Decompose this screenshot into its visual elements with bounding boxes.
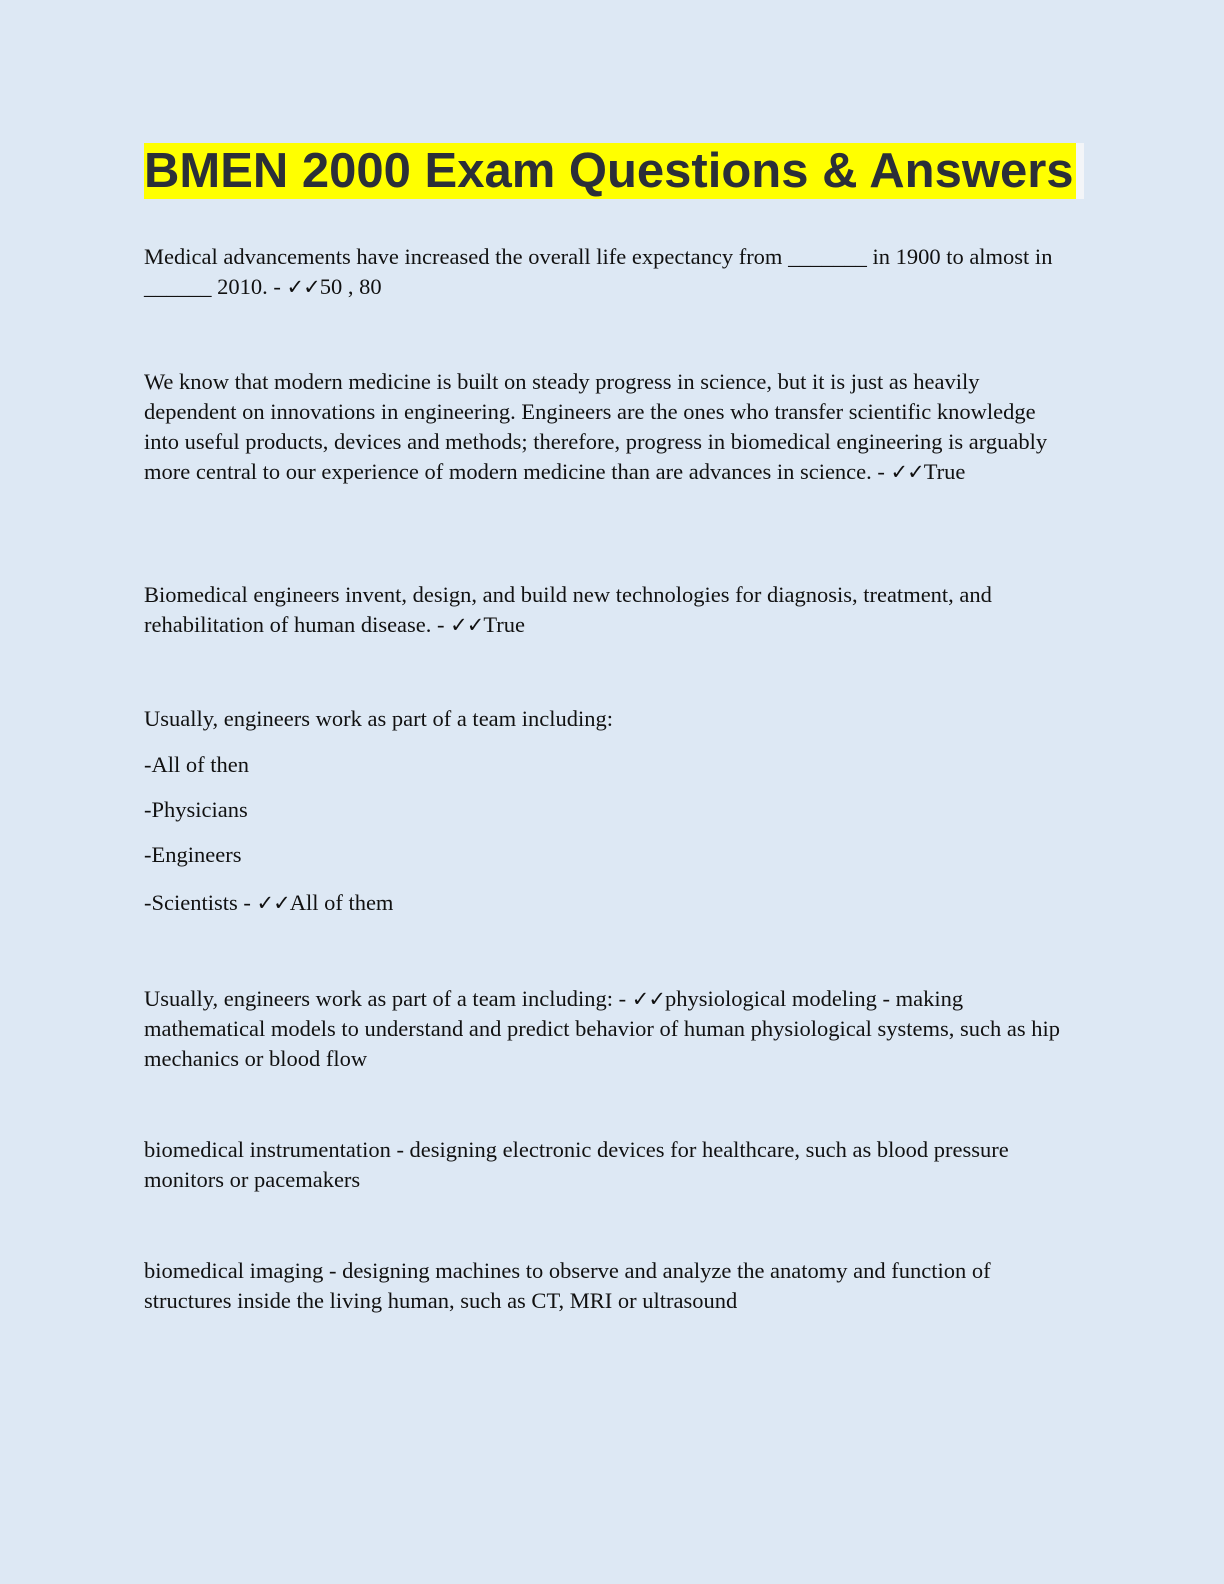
qa-item-4-question: Usually, engineers work as part of a team including:: [144, 706, 614, 731]
qa-item-3: [144, 580, 1074, 640]
option-item: -Physicians: [144, 797, 248, 822]
answer-text: physiological modeling - making mathematical models to understand and predict behavior of human physiological systems, such as hip mechanics or blood flow: [144, 986, 1061, 1071]
text-item-instrumentation: biomedical instrumentation - designing electronic devices for healthcare, such as blood pressure monitors or pacemakers: [144, 1137, 1009, 1192]
double-check-icon: ✓✓: [286, 275, 320, 299]
option-item: -All of then: [144, 752, 249, 777]
option-item-with-answer: [144, 888, 393, 918]
option-item: -Engineers: [144, 842, 242, 867]
question-text: Usually, engineers work as part of a team including: -: [144, 986, 632, 1011]
answer-text: All of them: [289, 890, 394, 915]
answer-text: True: [923, 459, 966, 484]
qa-item-5: [144, 984, 1074, 1074]
answer-text: True: [483, 612, 526, 637]
title-banner: [144, 143, 1084, 199]
qa-item-1: [144, 242, 1074, 302]
double-check-icon: ✓✓: [890, 460, 924, 484]
double-check-icon: ✓✓: [450, 613, 484, 637]
qa-item-2: [144, 367, 1074, 487]
double-check-icon: ✓✓: [256, 891, 290, 915]
question-text: We know that modern medicine is built on steady progress in science, but it is just as heavily dependent on innovations in engineering. Engineers are the ones who transfer scientific knowledge into useful products, devices and methods; therefore, progress in biomedical engineering is arguably more central to our experience of modern medicine than are advances in science. -: [144, 369, 1048, 484]
double-check-icon: ✓✓: [631, 987, 665, 1011]
question-text: Biomedical engineers invent, design, and build new technologies for diagnosis, treatment, and rehabilitation of human disease. -: [144, 582, 992, 637]
document-title: BMEN 2000 Exam Questions & Answers: [144, 144, 1074, 198]
option-text: -Scientists -: [144, 890, 257, 915]
answer-text: 50 , 80: [319, 274, 382, 299]
question-text: Medical advancements have increased the overall life expectancy from _______ in 1900 to almost in ______ 2010. -: [144, 244, 1053, 299]
text-item-imaging: biomedical imaging - designing machines to observe and analyze the anatomy and function of structures inside the living human, such as CT, MRI or ultrasound: [144, 1258, 991, 1313]
